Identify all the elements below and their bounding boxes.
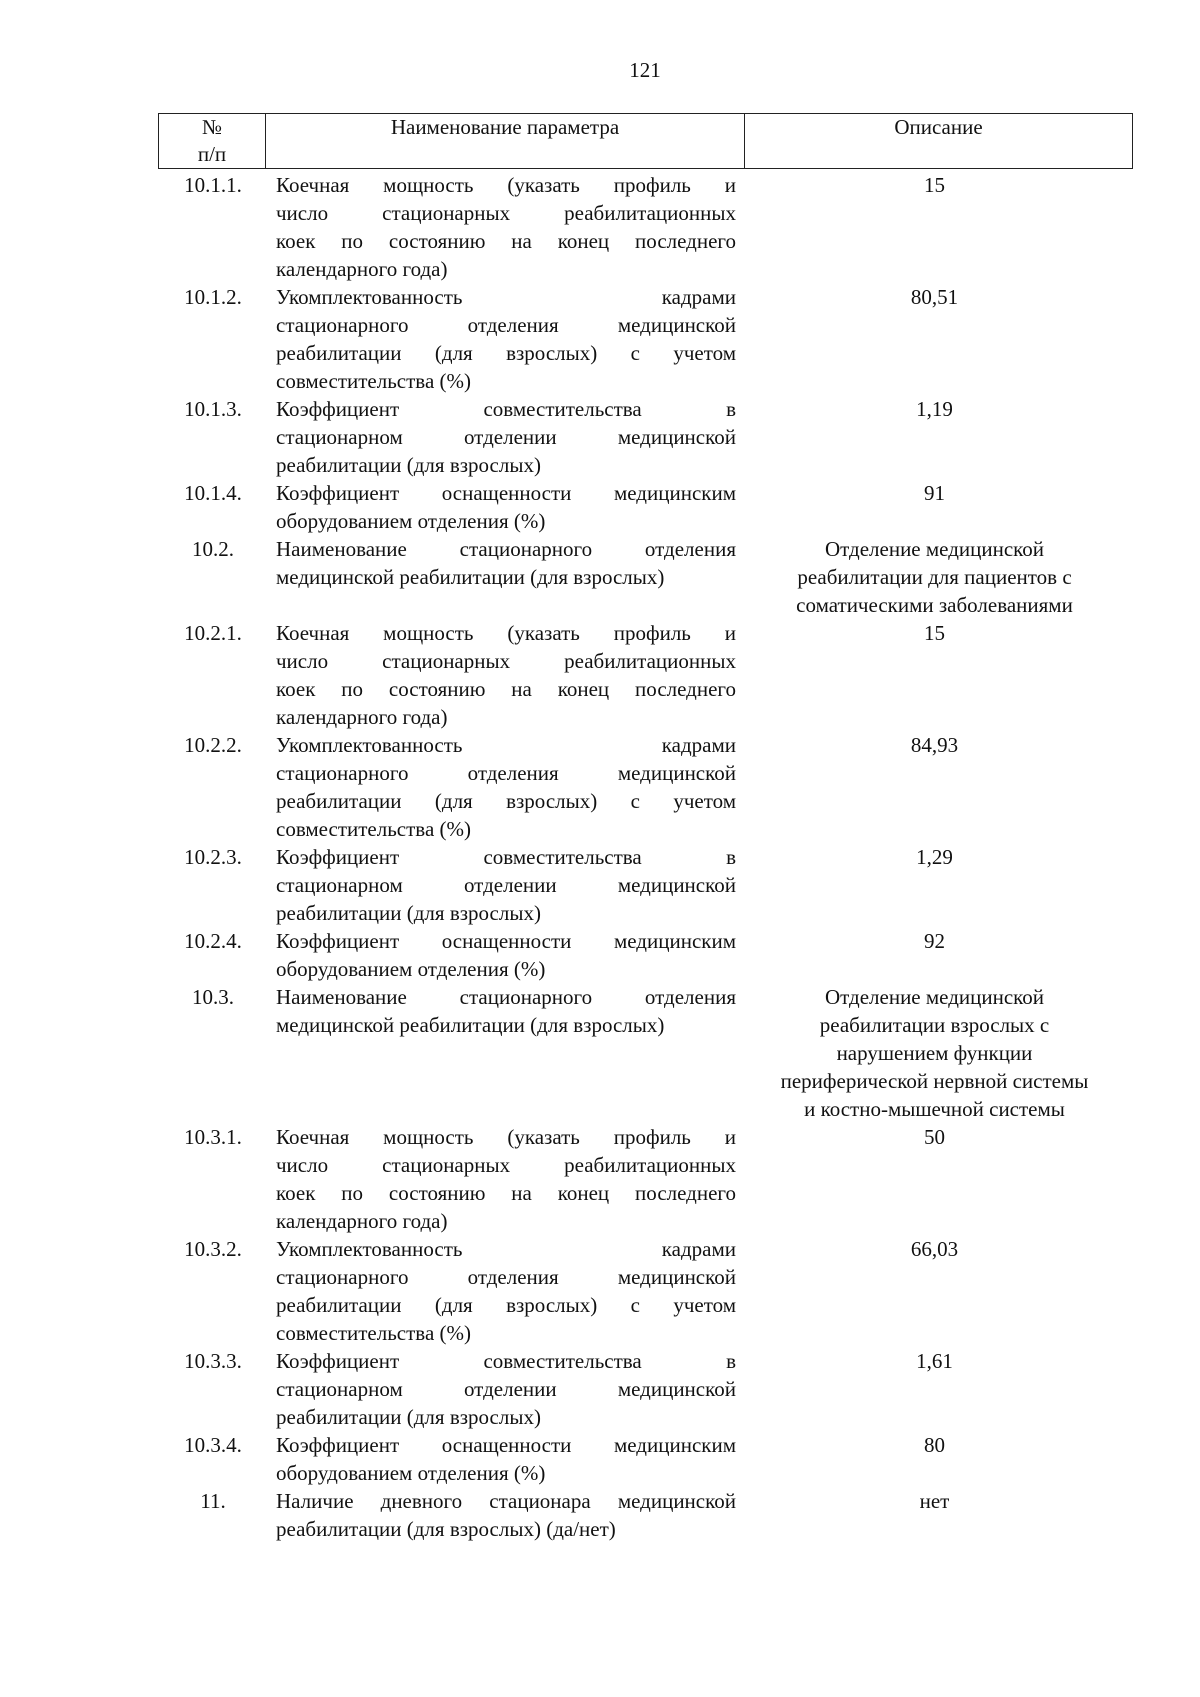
parameter-line: реабилитации (для взрослых) (да/нет) [276, 1517, 616, 1541]
parameter-line: календарного года) [276, 1209, 448, 1233]
table-body [158, 171, 1133, 1543]
parameter-line: стационарного отделения медицинской [276, 1265, 736, 1289]
parameter-line: Наличие дневного стационара медицинской [276, 1489, 736, 1513]
header-num-cell [159, 114, 266, 169]
description-line: периферической нервной системы [780, 1069, 1089, 1093]
table-row [158, 1431, 1133, 1487]
description-line: 15 [924, 173, 945, 197]
row-description [736, 927, 1133, 983]
description-line: реабилитации для пациентов с [797, 565, 1072, 589]
row-number: 10.3.3. [184, 1349, 242, 1373]
row-parameter [276, 479, 736, 535]
row-description [736, 731, 1133, 843]
row-number: 10.3.2. [184, 1237, 242, 1261]
description-line: 66,03 [910, 1237, 959, 1261]
description-line: нарушением функции [836, 1041, 1033, 1065]
table-row [158, 1123, 1133, 1235]
parameter-line: Коэффициент совместительства в [276, 1349, 736, 1373]
description-line: реабилитации взрослых с [819, 1013, 1050, 1037]
parameter-line: реабилитации (для взрослых) с учетом [276, 1293, 736, 1317]
table-row [158, 927, 1133, 983]
description-line: 1,29 [916, 845, 953, 869]
row-parameter [276, 1487, 736, 1543]
row-description [736, 283, 1133, 395]
parameter-line: стационарном отделении медицинской [276, 425, 736, 449]
description-line: 80,51 [910, 285, 959, 309]
table-row [158, 479, 1133, 535]
row-number: 10.1.1. [184, 173, 242, 197]
row-parameter [276, 1431, 736, 1487]
row-number: 10.3.1. [184, 1125, 242, 1149]
row-number: 10.2. [192, 537, 234, 561]
header-desc-cell [745, 114, 1133, 169]
row-number: 10.2.4. [184, 929, 242, 953]
parameter-line: Коэффициент оснащенности медицинским [276, 1433, 736, 1457]
parameter-line: оборудованием отделения (%) [276, 1461, 546, 1485]
parameter-line: реабилитации (для взрослых) [276, 901, 541, 925]
header-param-label: Наименование параметра [390, 115, 620, 139]
row-number: 10.1.4. [184, 481, 242, 505]
table-row [158, 843, 1133, 927]
table-row [158, 1235, 1133, 1347]
row-number: 10.2.2. [184, 733, 242, 757]
row-number: 10.2.1. [184, 621, 242, 645]
parameter-line: оборудованием отделения (%) [276, 957, 546, 981]
table-row [158, 983, 1133, 1123]
parameter-line: число стационарных реабилитационных [276, 1153, 736, 1177]
row-number: 10.1.3. [184, 397, 242, 421]
row-description [736, 171, 1133, 283]
table-row [158, 1347, 1133, 1431]
parameter-line: совместительства (%) [276, 369, 471, 393]
table-row [158, 171, 1133, 283]
parameter-line: Коэффициент оснащенности медицинским [276, 929, 736, 953]
row-parameter [276, 535, 736, 619]
page-number: 121 [629, 58, 661, 82]
row-parameter [276, 1123, 736, 1235]
row-number: 10.3.4. [184, 1433, 242, 1457]
description-line: 1,19 [916, 397, 953, 421]
table-row [158, 283, 1133, 395]
description-line: 1,61 [916, 1349, 953, 1373]
table-row [158, 619, 1133, 731]
row-parameter [276, 843, 736, 927]
description-line: и костно-мышечной системы [804, 1097, 1065, 1121]
table-row [158, 1487, 1133, 1543]
parameter-line: число стационарных реабилитационных [276, 201, 736, 225]
parameter-line: Наименование стационарного отделения [276, 985, 736, 1009]
row-description [736, 1431, 1133, 1487]
row-description [736, 1487, 1133, 1543]
parameter-line: реабилитации (для взрослых) с учетом [276, 789, 736, 813]
parameter-line: Укомплектованность кадрами [276, 733, 736, 757]
parameter-line: реабилитации (для взрослых) [276, 1405, 541, 1429]
parameter-line: совместительства (%) [276, 817, 471, 841]
parameter-line: Наименование стационарного отделения [276, 537, 736, 561]
table-row [158, 395, 1133, 479]
parameter-line: календарного года) [276, 705, 448, 729]
parameter-line: коек по состоянию на конец последнего [276, 677, 736, 701]
table-row [158, 535, 1133, 619]
description-line: Отделение медицинской [824, 985, 1045, 1009]
parameter-line: Коэффициент совместительства в [276, 397, 736, 421]
row-parameter [276, 1347, 736, 1431]
row-parameter [276, 395, 736, 479]
parameter-line: стационарном отделении медицинской [276, 1377, 736, 1401]
row-description [736, 479, 1133, 535]
header-desc-label: Описание [894, 115, 983, 139]
row-description [736, 1123, 1133, 1235]
parameter-line: совместительства (%) [276, 1321, 471, 1345]
description-line: 50 [924, 1125, 945, 1149]
parameter-line: коек по состоянию на конец последнего [276, 229, 736, 253]
row-number: 10.2.3. [184, 845, 242, 869]
parameter-line: медицинской реабилитации (для взрослых) [276, 1013, 665, 1037]
description-line: 15 [924, 621, 945, 645]
row-parameter [276, 983, 736, 1123]
parameter-line: реабилитации (для взрослых) с учетом [276, 341, 736, 365]
description-line: 80 [924, 1433, 945, 1457]
parameter-line: календарного года) [276, 257, 448, 281]
parameter-line: Коэффициент совместительства в [276, 845, 736, 869]
row-number: 10.1.2. [184, 285, 242, 309]
description-line: Отделение медицинской [824, 537, 1045, 561]
parameter-line: оборудованием отделения (%) [276, 509, 546, 533]
row-description [736, 535, 1133, 619]
parameter-line: Коечная мощность (указать профиль и [276, 1125, 736, 1149]
row-parameter [276, 283, 736, 395]
row-description [736, 1347, 1133, 1431]
description-line: 84,93 [910, 733, 959, 757]
parameter-line: Коечная мощность (указать профиль и [276, 621, 736, 645]
description-line: 92 [924, 929, 945, 953]
table-header [158, 113, 1133, 169]
row-parameter [276, 171, 736, 283]
row-description [736, 983, 1133, 1123]
parameter-line: Коэффициент оснащенности медицинским [276, 481, 736, 505]
parameter-line: Коечная мощность (указать профиль и [276, 173, 736, 197]
header-param-cell [266, 114, 745, 169]
row-number: 10.3. [192, 985, 234, 1009]
parameter-line: Укомплектованность кадрами [276, 1237, 736, 1261]
header-num-symbol: № [201, 115, 223, 139]
description-line: нет [919, 1489, 950, 1513]
row-description [736, 395, 1133, 479]
row-parameter [276, 1235, 736, 1347]
description-line: 91 [924, 481, 945, 505]
row-description [736, 1235, 1133, 1347]
parameter-line: коек по состоянию на конец последнего [276, 1181, 736, 1205]
parameter-line: стационарном отделении медицинской [276, 873, 736, 897]
row-parameter [276, 927, 736, 983]
parameter-line: реабилитации (для взрослых) [276, 453, 541, 477]
table-row [158, 731, 1133, 843]
parameter-line: медицинской реабилитации (для взрослых) [276, 565, 665, 589]
row-number: 11. [200, 1489, 226, 1513]
parameter-line: стационарного отделения медицинской [276, 313, 736, 337]
parameter-line: число стационарных реабилитационных [276, 649, 736, 673]
row-description [736, 619, 1133, 731]
row-parameter [276, 619, 736, 731]
parameter-line: Укомплектованность кадрами [276, 285, 736, 309]
description-line: соматическими заболеваниями [796, 593, 1073, 617]
row-parameter [276, 731, 736, 843]
header-num-abbrev: п/п [197, 142, 227, 166]
row-description [736, 843, 1133, 927]
parameter-line: стационарного отделения медицинской [276, 761, 736, 785]
